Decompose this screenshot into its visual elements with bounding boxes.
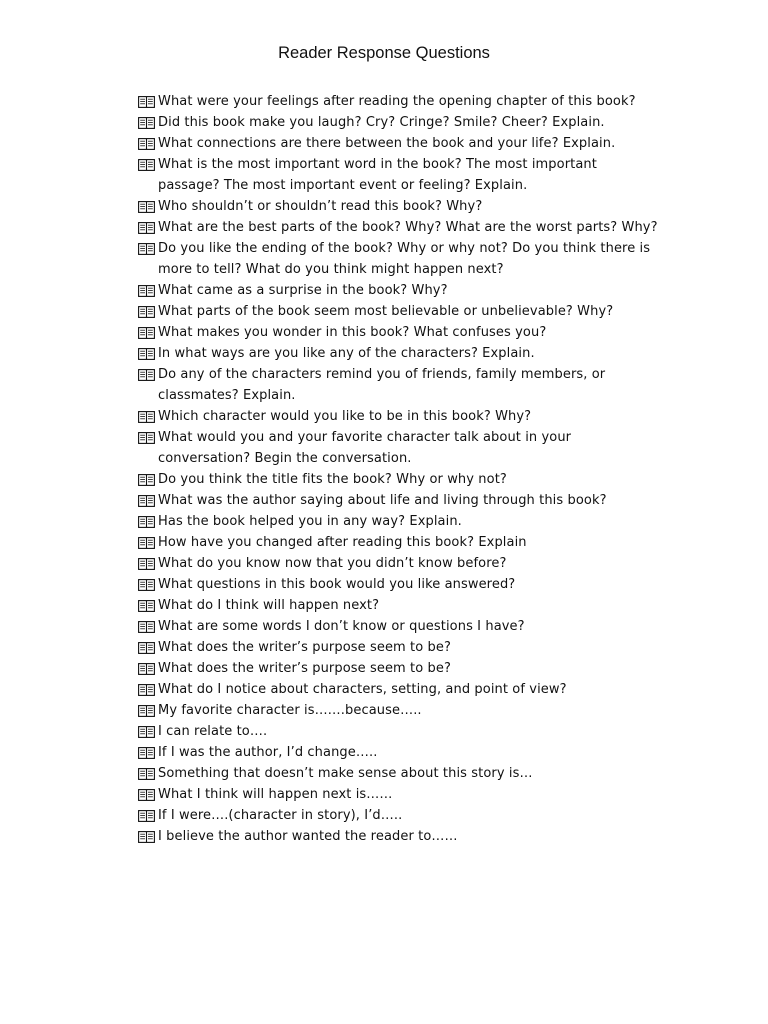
question-text: I believe the author wanted the reader to……: [158, 829, 458, 844]
page-title: Reader Response Questions: [278, 44, 490, 62]
question-item: [138, 553, 658, 574]
question-item: [138, 133, 658, 154]
question-item: [138, 217, 658, 238]
open-book-icon: [138, 747, 155, 759]
question-text: Who shouldn’t or shouldn’t read this book? Why?: [158, 199, 483, 214]
question-text: What connections are there between the book and your life? Explain.: [158, 136, 616, 151]
question-text: What do I think will happen next?: [158, 598, 380, 613]
open-book-icon: [138, 117, 155, 129]
open-book-icon: [138, 516, 155, 528]
question-item: [138, 406, 658, 427]
open-book-icon: [138, 831, 155, 843]
open-book-icon: [138, 495, 155, 507]
open-book-icon: [138, 663, 155, 675]
question-item: [138, 595, 658, 616]
question-item: [138, 763, 658, 784]
question-text: My favorite character is…….because…..: [158, 703, 422, 718]
question-text: I can relate to….: [158, 724, 268, 739]
question-text: Something that doesn’t make sense about this story is…: [158, 766, 533, 781]
open-book-icon: [138, 600, 155, 612]
open-book-icon: [138, 705, 155, 717]
question-item: [138, 679, 658, 700]
question-text: What questions in this book would you like answered?: [158, 577, 516, 592]
question-item: [138, 616, 658, 637]
question-text: If I were….(character in story), I’d…..: [158, 808, 403, 823]
open-book-icon: [138, 243, 155, 255]
open-book-icon: [138, 537, 155, 549]
question-text: How have you changed after reading this book? Explain: [158, 535, 527, 550]
question-text: What was the author saying about life and living through this book?: [158, 493, 607, 508]
question-text: Do you like the ending of the book? Why or why not? Do you think there is more to tell? What do you think might happen next?: [158, 241, 651, 277]
question-item: [138, 742, 658, 763]
open-book-icon: [138, 642, 155, 654]
question-text: What is the most important word in the book? The most important passage? The most important event or feeling? Explain.: [158, 157, 597, 193]
open-book-icon: [138, 348, 155, 360]
question-text: What parts of the book seem most believable or unbelievable? Why?: [158, 304, 614, 319]
question-text: Which character would you like to be in this book? Why?: [158, 409, 532, 424]
question-item: [138, 112, 658, 133]
question-text: What are some words I don’t know or questions I have?: [158, 619, 525, 634]
open-book-icon: [138, 558, 155, 570]
open-book-icon: [138, 684, 155, 696]
question-item: [138, 490, 658, 511]
open-book-icon: [138, 222, 155, 234]
question-text: What does the writer’s purpose seem to be?: [158, 661, 451, 676]
question-item: [138, 343, 658, 364]
question-item: [138, 784, 658, 805]
open-book-icon: [138, 768, 155, 780]
question-item: [138, 301, 658, 322]
question-text: Has the book helped you in any way? Explain.: [158, 514, 462, 529]
question-text: What were your feelings after reading the opening chapter of this book?: [158, 94, 636, 109]
question-item: [138, 805, 658, 826]
question-text: Do any of the characters remind you of friends, family members, or classmates? Explain.: [158, 367, 606, 403]
question-item: [138, 721, 658, 742]
question-text: What does the writer’s purpose seem to be?: [158, 640, 451, 655]
question-text: What are the best parts of the book? Why? What are the worst parts? Why?: [158, 220, 658, 235]
open-book-icon: [138, 96, 155, 108]
question-item: [138, 322, 658, 343]
question-text: What I think will happen next is……: [158, 787, 393, 802]
question-item: [138, 364, 658, 406]
question-item: [138, 511, 658, 532]
question-text: Do you think the title fits the book? Why or why not?: [158, 472, 507, 487]
open-book-icon: [138, 810, 155, 822]
question-text: What do you know now that you didn’t know before?: [158, 556, 507, 571]
open-book-icon: [138, 201, 155, 213]
open-book-icon: [138, 621, 155, 633]
question-item: [138, 469, 658, 490]
question-item: [138, 574, 658, 595]
open-book-icon: [138, 579, 155, 591]
question-item: [138, 280, 658, 301]
question-item: [138, 826, 658, 847]
open-book-icon: [138, 432, 155, 444]
question-item: [138, 700, 658, 721]
open-book-icon: [138, 369, 155, 381]
open-book-icon: [138, 327, 155, 339]
open-book-icon: [138, 159, 155, 171]
question-item: [138, 637, 658, 658]
open-book-icon: [138, 789, 155, 801]
question-text: What makes you wonder in this book? What confuses you?: [158, 325, 547, 340]
question-list: [138, 91, 658, 847]
question-text: What came as a surprise in the book? Why?: [158, 283, 448, 298]
question-text: Did this book make you laugh? Cry? Cringe? Smile? Cheer? Explain.: [158, 115, 605, 130]
question-item: [138, 532, 658, 553]
question-text: What would you and your favorite character talk about in your conversation? Begin the conversation.: [158, 430, 572, 466]
question-item: [138, 196, 658, 217]
open-book-icon: [138, 306, 155, 318]
question-text: If I was the author, I’d change…..: [158, 745, 378, 760]
open-book-icon: [138, 138, 155, 150]
question-item: [138, 658, 658, 679]
question-item: [138, 238, 658, 280]
question-item: [138, 91, 658, 112]
question-text: What do I notice about characters, setting, and point of view?: [158, 682, 567, 697]
open-book-icon: [138, 474, 155, 486]
question-item: [138, 154, 658, 196]
question-text: In what ways are you like any of the characters? Explain.: [158, 346, 535, 361]
open-book-icon: [138, 285, 155, 297]
open-book-icon: [138, 726, 155, 738]
open-book-icon: [138, 411, 155, 423]
question-item: [138, 427, 658, 469]
